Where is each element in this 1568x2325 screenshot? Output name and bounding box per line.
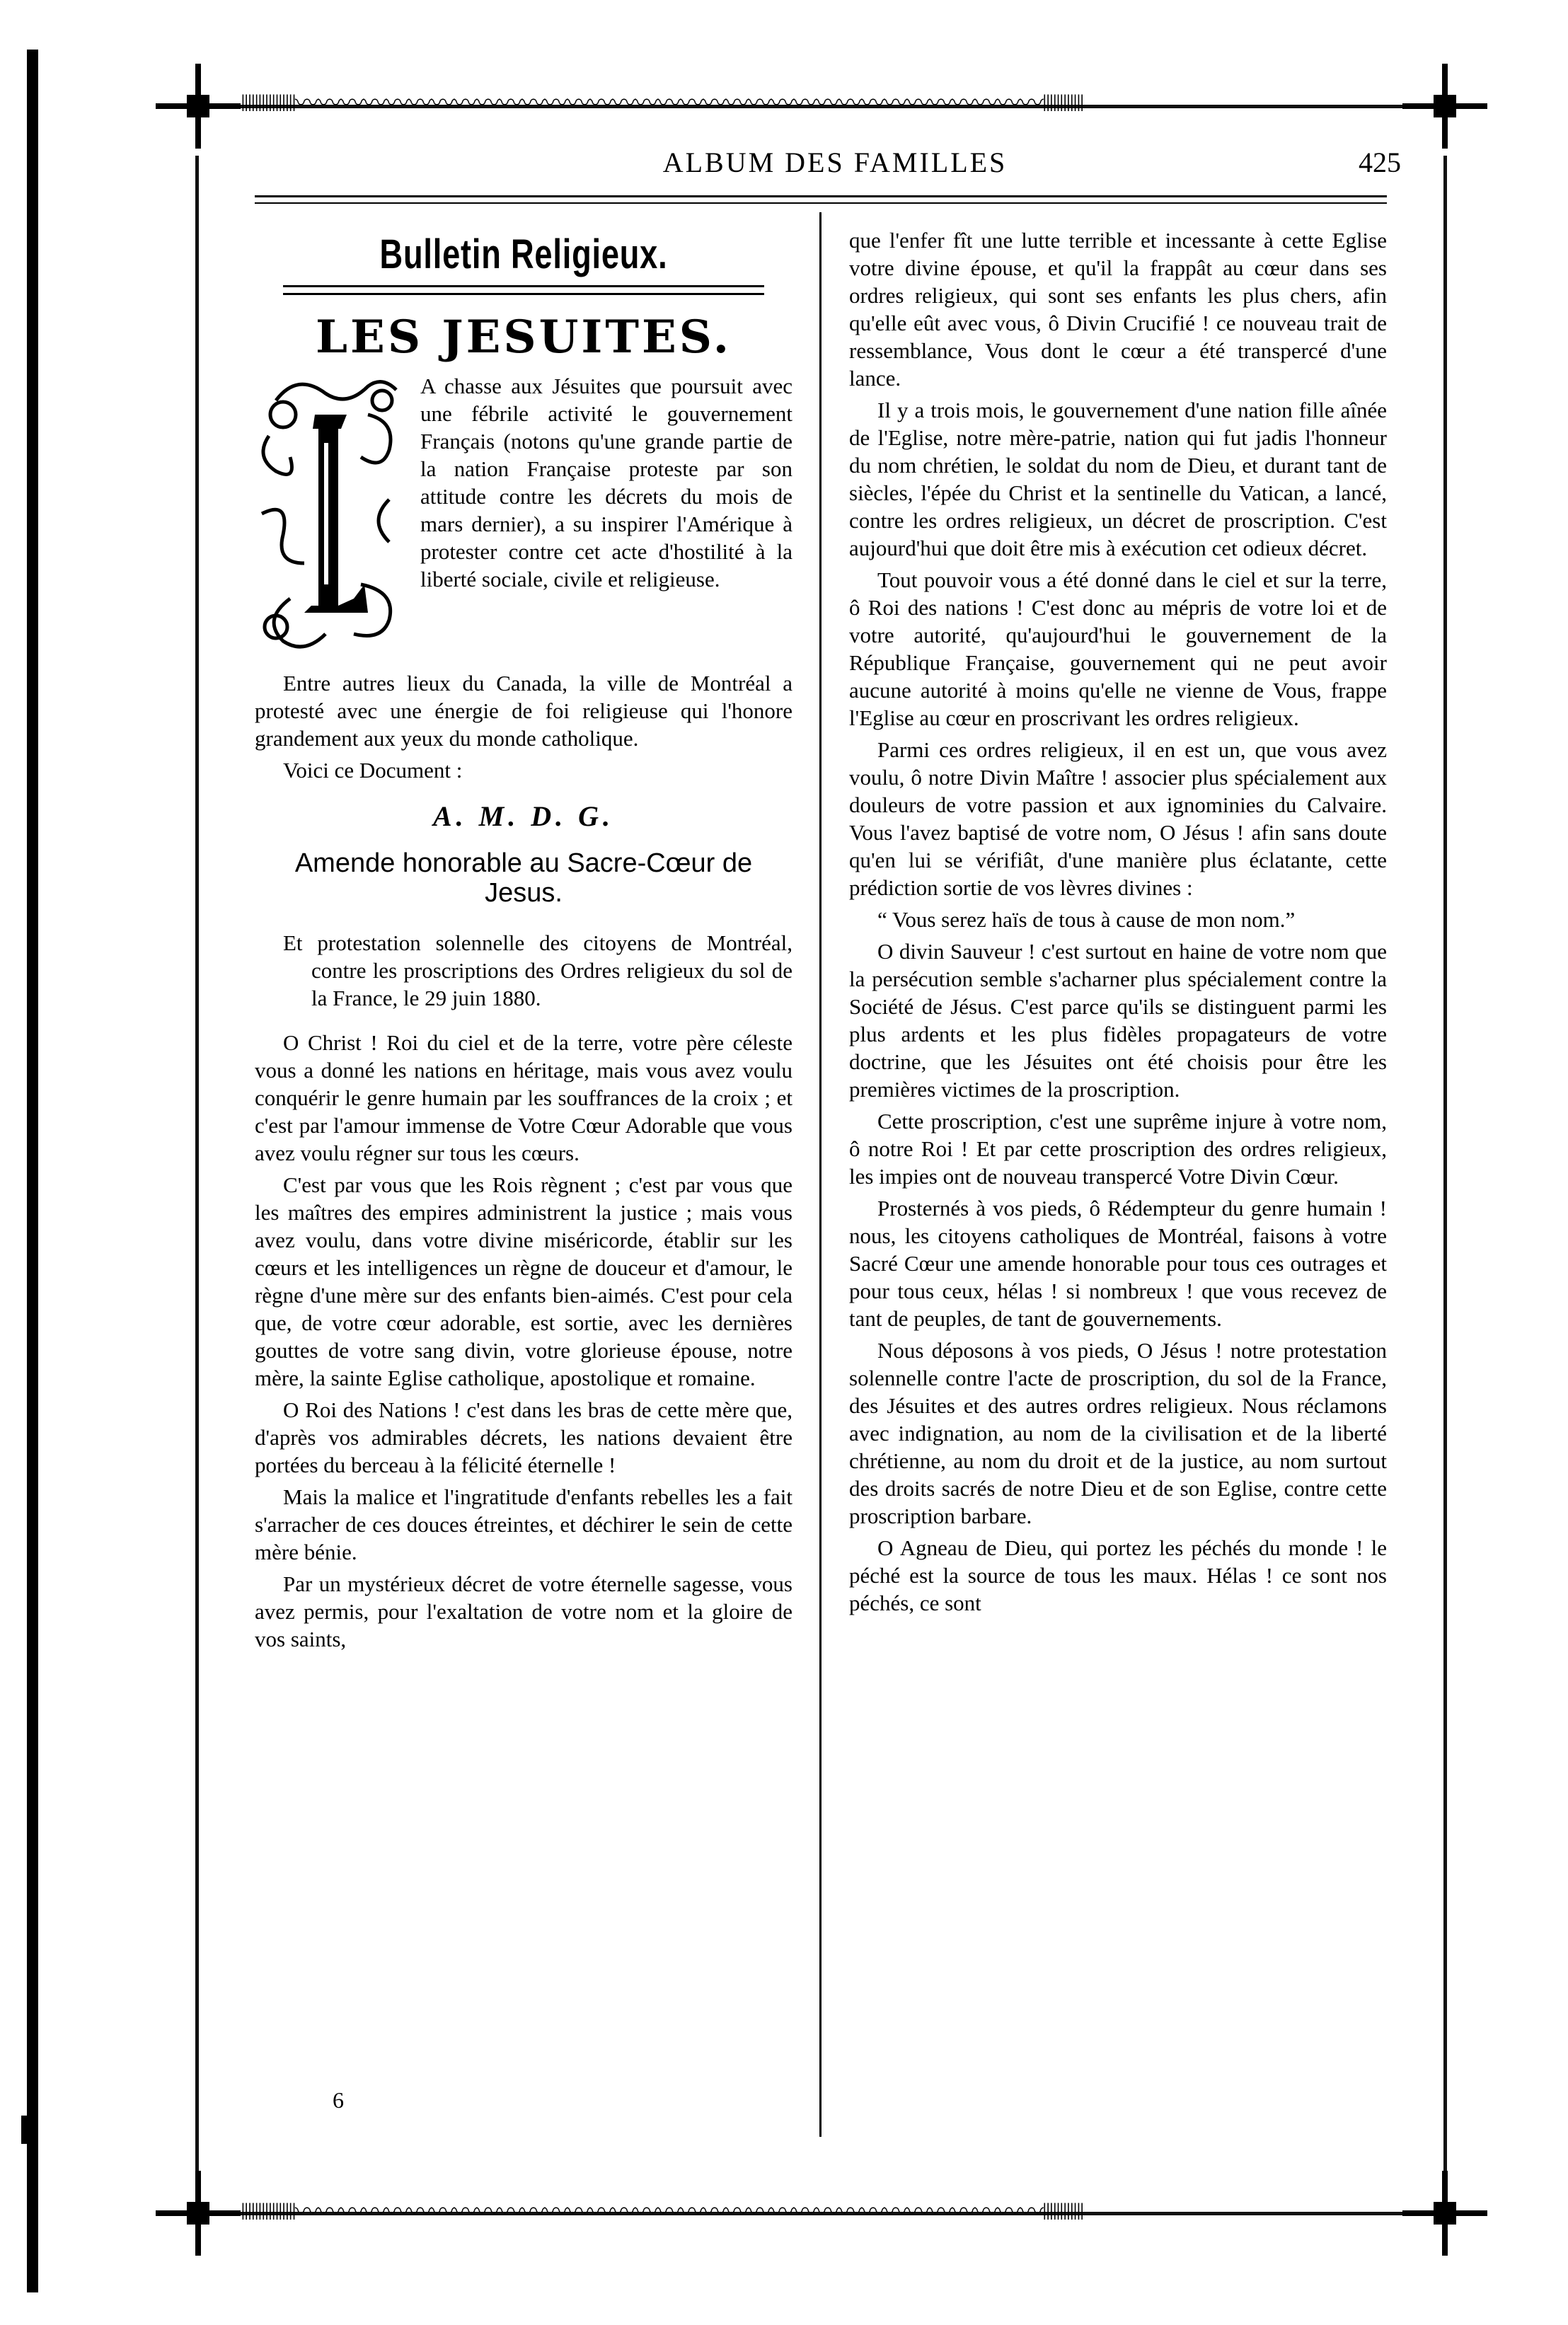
header-rule-top <box>255 195 1387 197</box>
paragraph-enfer: que l'enfer fît une lutte terrible et incessante à cette Eglise votre divine épouse, et qu'il la frappât au cœur dans ses ordres religieux, qui sont ses enfants les plus chers, afin qu'elle eût avec vous, ô Divin Crucifié ! ce nouveau trait de ressemblance, Vous dont le cœur a été transpercé d'une lance. <box>849 228 1387 391</box>
column-separator <box>819 212 822 2137</box>
flourish-icon <box>248 372 410 669</box>
ornamental-initial-l <box>248 372 410 669</box>
paragraph-quote: “ Vous serez haïs de tous à cause de mon nom.” <box>877 907 1296 932</box>
frame-left-line <box>195 156 199 2186</box>
paragraph-parmi: Parmi ces ordres religieux, il en est un, que vous avez voulu, ô notre Divin Maître ! associer plus spécialement aux douleurs de votre passion et aux ignominies du Calvaire. Vous l'avez baptisé de votre nom, O Jésus ! afin sans doute qu'en lui se vérifiât, d'une manière plus éclatante, cette prédiction sortie de vos lèvres divines : <box>849 737 1387 900</box>
paragraph-sauveur: O divin Sauveur ! c'est surtout en haine de votre nom que la persécution semble s'acharner plus spécialement contre la Société de Jésus. C'est parce qu'ils se distinguent parmi les plus ardents et les plus fidèles propagateurs de votre doctrine, que les Jésuites ont été choisis pour être les premières victimes de la proscription. <box>849 939 1387 1102</box>
header-rule-bottom <box>255 202 1387 204</box>
running-header <box>269 142 1401 184</box>
paragraph-rois: C'est par vous que les Rois règnent ; c'est par vous que les maîtres des empires administrent la justice ; mais vous avez voulu, dans votre divine miséricorde, établir sur les cœurs et les intelligences un règne de douceur et d'amour, le règne d'une mère sur des enfants bien-aimés. C'est pour cela que, de votre cœur adorable, est sortie, avec les dernières gouttes de votre sang divin, votre glorieuse épouse, notre mère, la sainte Eglise catholique, apostolique et romaine. <box>255 1172 792 1390</box>
protestation-subtitle: Et protestation solennelle des citoyens de Montréal, contre les proscriptions des Ordres religieux du sol de la France, le 29 juin 1880. <box>283 930 792 1010</box>
paragraph-agneau: O Agneau de Dieu, qui portez les péchés du monde ! le péché est la source de tous les maux. Hélas ! ce sont nos péchés, ce sont <box>849 1535 1387 1615</box>
document-title: Amende honorable au Sacre-Cœur de Jesus. <box>294 848 753 908</box>
journal-title: ALBUM DES FAMILLES <box>662 146 1008 178</box>
paragraph-nations: O Roi des Nations ! c'est dans les bras de cette mère que, d'après vos admirables décrets, les nations devaient être portées du berceau à la félicité éternelle ! <box>255 1397 792 1477</box>
motto-amdg: A. M. D. G. <box>432 800 615 832</box>
paragraph-deposons: Nous déposons à vos pieds, O Jésus ! notre protestation solennelle contre l'acte de proscription, du sol de la France, des Jésuites et des autres ordres religieux. Nous réclamons avec indignation, au nom de la civilisation et de la liberté chrétienne, au nom du droit et de la justice, au nom surtout des droits sacrés de notre Dieu et de son Eglise, contre cette proscription barbare. <box>849 1338 1387 1528</box>
top-border-ornament: ǀǀǀǀǀǀǀǀǀǀǀǀǀǀǀǀ〰〰〰〰〰〰〰〰〰〰〰〰〰〰〰〰〰〰〰〰〰〰〰〰〰〰〰〰〰〰〰〰〰ǀǀǀǀǀǀǀǀǀǀǀǀ <box>241 91 1083 117</box>
paragraph-christ: O Christ ! Roi du ciel et de la terre, votre père céleste vous a donné les nations en héritage, mais vous avez voulu conquérir le genre humain par les souffrances de la croix ; et c'est par l'amour immense de Votre Cœur Adorable que vous avez voulu régner sur tous les cœurs. <box>255 1030 792 1165</box>
corner-cross-bottom-left <box>156 2171 241 2256</box>
intro-paragraph: A chasse aux Jésuites que poursuit avec une fébrile activité le gouvernement Français (notons qu'une grande partie de la nation Française proteste par son attitude contre les décrets du mois de mars dernier), a su inspirer l'Amérique à protester contre cet acte d'hostilité à la liberté sociale, civile et religieuse. <box>420 374 792 592</box>
corner-cross-top-right <box>1402 64 1487 149</box>
page-number: 425 <box>1359 146 1401 178</box>
paragraph-montreal: Entre autres lieux du Canada, la ville de Montréal a protesté avec une énergie de foi religieuse qui l'honore grandement aux yeux du monde catholique. <box>255 671 792 751</box>
paragraph-trois-mois: Il y a trois mois, le gouvernement d'une nation fille aînée de l'Eglise, notre mère-patrie, nation qui fut jadis l'honneur du nom chrétien, le soldat du nom de Dieu, et durant tant de siècles, l'épée du Christ et la sentinelle du Vatican, a lancé, contre les ordres religieux, un décret de proscription. C'est aujourd'hui que doit être mis à exécution cet odieux décret. <box>849 398 1387 560</box>
double-rule <box>283 285 764 295</box>
right-column <box>849 226 1387 1621</box>
bottom-border-ornament: ǀǀǀǀǀǀǀǀǀǀǀǀǀǀǀǀ〰〰〰〰〰〰〰〰〰〰〰〰〰〰〰〰〰〰〰〰〰〰〰〰〰〰〰〰〰〰〰〰〰ǀǀǀǀǀǀǀǀǀǀǀǀ <box>241 2199 1083 2225</box>
paragraph-voici: Voici ce Document : <box>283 758 463 783</box>
paragraph-pouvoir: Tout pouvoir vous a été donné dans le ciel et sur la terre, ô Roi des nations ! C'est donc au mépris de votre loi et de votre autorité, qu'aujourd'hui le gouvernement de la République Française, gouvernement qui ne peut avoir aucune autorité à moins qu'elle ne vienne de Vous, frappe l'Eglise au cœur en proscrivant les ordres religieux. <box>849 567 1387 730</box>
intro-block <box>255 372 792 593</box>
paragraph-cette-proscription: Cette proscription, c'est une suprême injure à votre nom, ô notre Roi ! Et par cette proscription des ordres religieux, les impies ont de nouveau transpercé Votre Divin Cœur. <box>849 1109 1387 1189</box>
corner-cross-bottom-right <box>1402 2171 1487 2256</box>
frame-right-line <box>1443 156 1447 2186</box>
article-heading: LES JESUITES. <box>316 311 732 364</box>
paragraph-decret: Par un mystérieux décret de votre éternelle sagesse, vous avez permis, pour l'exaltation de votre nom et la gloire de vos saints, <box>255 1571 792 1651</box>
corner-cross-top-left <box>156 64 241 149</box>
left-column <box>255 226 792 1657</box>
left-binding-bar <box>27 50 38 2292</box>
signature-mark: 6 <box>333 2087 344 2113</box>
section-title: Bulletin Religieux. <box>379 231 668 277</box>
paragraph-prosternes: Prosternés à vos pieds, ô Rédempteur du genre humain ! nous, les citoyens catholiques de Montréal, faisons à votre Sacré Cœur une amende honorable pour tous ces outrages et pour tous ceux, hélas ! si nombreux ! que vous recevez de tant de peuples, de tant de gouvernements. <box>849 1196 1387 1331</box>
paragraph-malice: Mais la malice et l'ingratitude d'enfants rebelles les a fait s'arracher de ces douces étreintes, et déchirer le sein de cette mère bénie. <box>255 1484 792 1564</box>
binding-tab <box>21 2116 35 2144</box>
